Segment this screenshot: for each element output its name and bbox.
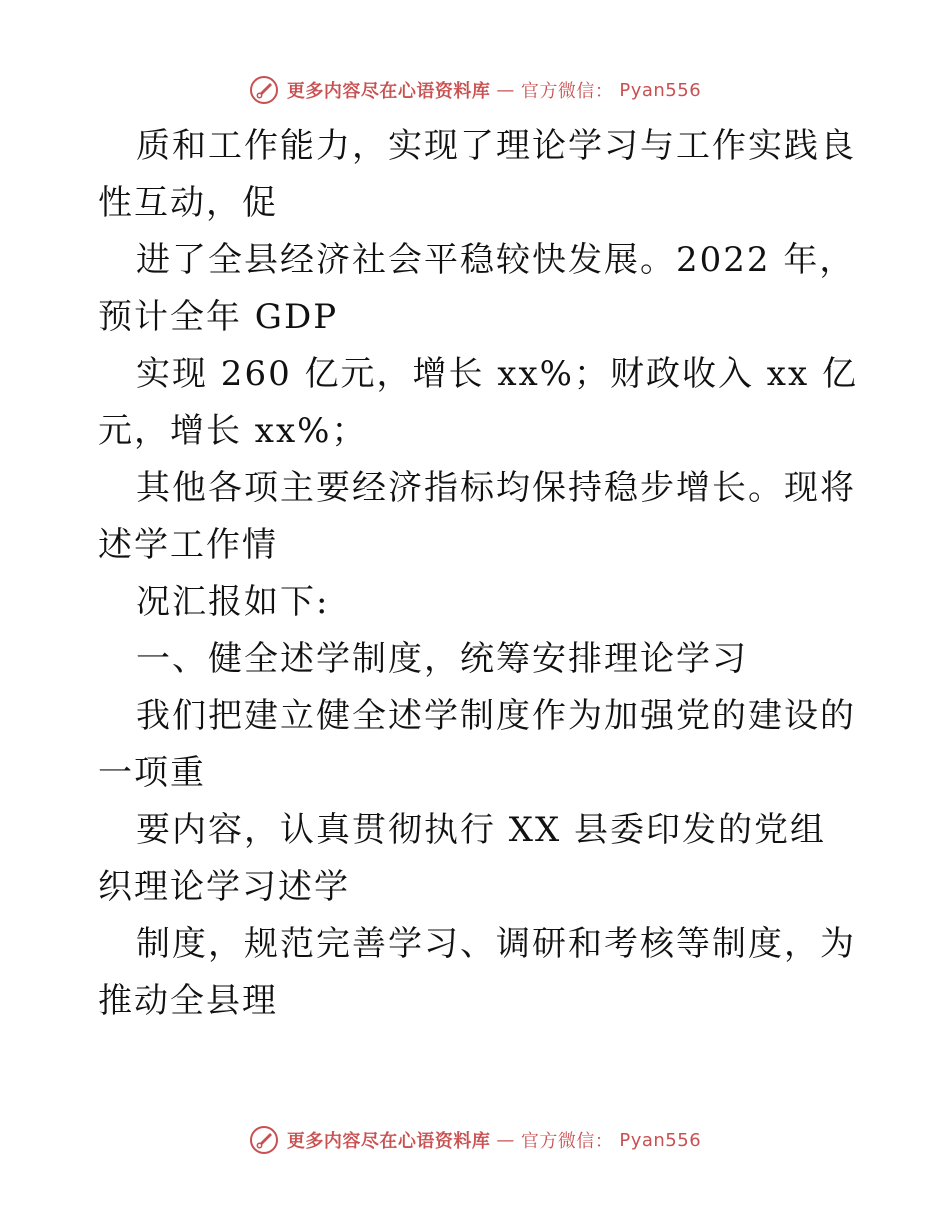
paragraph: 要内容，认真贯彻执行 XX 县委印发的党组织理论学习述学 [98, 810, 827, 907]
header-brand-sub: 官方微信： [520, 81, 614, 102]
quill-logo-icon [249, 75, 279, 105]
footer-brand-sub: 官方微信： [520, 1131, 614, 1152]
section-heading: 一、健全述学制度，统筹安排理论学习 [136, 639, 748, 679]
footer-brand-handle: Pyan556 [619, 1129, 702, 1151]
header-brand-main: 更多内容尽在心语资料库 [286, 81, 491, 102]
footer-brand-text [287, 1127, 701, 1153]
header-brand-handle: Pyan556 [619, 79, 702, 101]
paragraph: 进了全县经济社会平稳较快发展。2022 年，预计全年 GDP [98, 240, 856, 337]
header-brand-text [287, 77, 701, 103]
paragraph: 况汇报如下: [136, 582, 330, 622]
paragraph: 实现 260 亿元，增长 xx%；财政收入 xx 亿元，增长 xx%； [98, 354, 858, 451]
footer-brand-dash: — [496, 1129, 515, 1151]
quill-logo-icon [249, 1125, 279, 1155]
header-watermark [0, 70, 950, 110]
header-brand-dash: — [496, 79, 515, 101]
paragraph: 质和工作能力，实现了理论学习与工作实践良性互动，促 [98, 126, 856, 223]
footer-watermark [0, 1120, 950, 1160]
paragraph: 其他各项主要经济指标均保持稳步增长。现将述学工作情 [98, 468, 856, 565]
document-body [98, 118, 858, 1030]
footer-brand-main: 更多内容尽在心语资料库 [286, 1131, 491, 1152]
paragraph: 我们把建立健全述学制度作为加强党的建设的一项重 [98, 696, 856, 793]
paragraph: 制度，规范完善学习、调研和考核等制度，为推动全县理 [98, 924, 856, 1021]
